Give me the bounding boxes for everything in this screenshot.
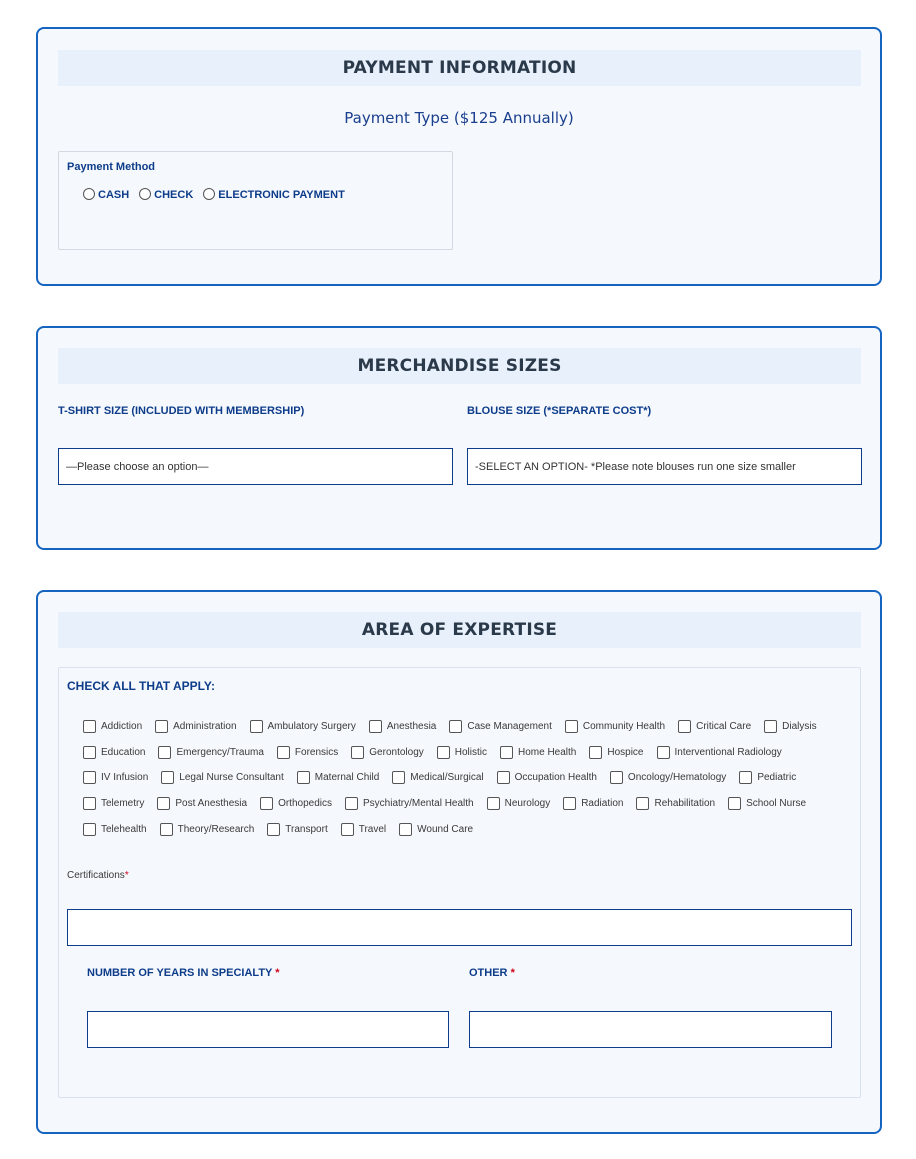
- checkbox-label: Holistic: [454, 747, 487, 758]
- expertise-option[interactable]: [437, 746, 500, 759]
- expertise-option[interactable]: [399, 823, 486, 836]
- expertise-option[interactable]: [563, 797, 636, 810]
- radio-option-electronic-payment[interactable]: [203, 189, 345, 201]
- expertise-option[interactable]: [392, 771, 496, 784]
- checkbox-label: Forensics: [294, 747, 339, 758]
- checkbox[interactable]: [277, 746, 290, 759]
- checkbox-label: Psychiatry/Mental Health: [363, 798, 474, 809]
- checkbox[interactable]: [589, 746, 602, 759]
- blouse-size-label: BLOUSE SIZE (*SEPARATE COST*): [467, 405, 652, 417]
- checkbox[interactable]: [83, 771, 96, 784]
- checkbox-row: [83, 797, 819, 810]
- checkbox-label: Emergency/Trauma: [176, 747, 264, 758]
- checkbox-label: Pediatric: [757, 772, 797, 783]
- years-in-specialty-input[interactable]: [87, 1011, 449, 1048]
- checkbox[interactable]: [399, 823, 412, 836]
- checkbox-label: Post Anesthesia: [175, 798, 248, 809]
- certifications-label: Certifications*: [67, 870, 129, 881]
- radio-button[interactable]: [139, 188, 151, 200]
- expertise-option[interactable]: [160, 823, 268, 836]
- expertise-option[interactable]: [500, 746, 589, 759]
- checkbox-label: Addiction: [101, 721, 143, 732]
- checkbox-label: Medical/Surgical: [410, 772, 484, 783]
- expertise-option[interactable]: [158, 746, 276, 759]
- checkbox-label: IV Infusion: [101, 772, 149, 783]
- checkbox[interactable]: [345, 797, 358, 810]
- tshirt-size-label: T-SHIRT SIZE (INCLUDED WITH MEMBERSHIP): [58, 405, 305, 417]
- other-input[interactable]: [469, 1011, 832, 1048]
- expertise-option[interactable]: [351, 746, 436, 759]
- checkbox-row: [83, 746, 795, 759]
- checkbox[interactable]: [297, 771, 310, 784]
- check-all-label: CHECK ALL THAT APPLY:: [67, 679, 216, 693]
- checkbox-label: Telehealth: [101, 824, 147, 835]
- checkbox[interactable]: [500, 746, 513, 759]
- checkbox[interactable]: [341, 823, 354, 836]
- checkbox[interactable]: [83, 746, 96, 759]
- expertise-option[interactable]: [610, 771, 739, 784]
- checkbox-label: Telemetry: [101, 798, 145, 809]
- checkbox-label: Neurology: [504, 798, 551, 809]
- checkbox-label: Oncology/Hematology: [627, 772, 727, 783]
- checkbox-label: Rehabilitation: [654, 798, 716, 809]
- checkbox[interactable]: [83, 823, 96, 836]
- radio-option-check[interactable]: [139, 189, 193, 201]
- checkbox-label: Administration: [173, 721, 237, 732]
- expertise-option[interactable]: [739, 771, 809, 784]
- required-marker: *: [275, 967, 280, 979]
- checkbox-label: Hospice: [607, 747, 644, 758]
- section-title: AREA OF EXPERTISE: [58, 612, 861, 648]
- expertise-option[interactable]: [369, 720, 449, 733]
- payment-method-fieldset: [58, 151, 453, 250]
- checkbox-label: Home Health: [518, 747, 577, 758]
- checkbox[interactable]: [497, 771, 510, 784]
- checkbox-label: Case Management: [467, 721, 552, 732]
- certifications-input[interactable]: [67, 909, 852, 946]
- checkbox[interactable]: [155, 720, 168, 733]
- payment-information-section: [36, 27, 882, 286]
- expertise-option[interactable]: [345, 797, 487, 810]
- checkbox[interactable]: [449, 720, 462, 733]
- radio-button[interactable]: [203, 188, 215, 200]
- checkbox[interactable]: [160, 823, 173, 836]
- expertise-option[interactable]: [657, 746, 795, 759]
- checkbox[interactable]: [610, 771, 623, 784]
- section-title: PAYMENT INFORMATION: [58, 50, 861, 86]
- expertise-fieldset: [58, 667, 861, 1098]
- checkbox[interactable]: [369, 720, 382, 733]
- expertise-option[interactable]: [267, 823, 340, 836]
- checkbox[interactable]: [83, 720, 96, 733]
- expertise-option[interactable]: [487, 797, 564, 810]
- checkbox-row: [83, 720, 830, 733]
- checkbox[interactable]: [392, 771, 405, 784]
- checkbox[interactable]: [563, 797, 576, 810]
- expertise-option[interactable]: [589, 746, 656, 759]
- radio-button[interactable]: [83, 188, 95, 200]
- checkbox[interactable]: [161, 771, 174, 784]
- expertise-option[interactable]: [83, 823, 160, 836]
- checkbox[interactable]: [157, 797, 170, 810]
- checkbox-label: Dialysis: [782, 721, 817, 732]
- section-title: MERCHANDISE SIZES: [58, 348, 861, 384]
- expertise-option[interactable]: [764, 720, 829, 733]
- checkbox-label: Occupation Health: [514, 772, 597, 783]
- checkbox-row: [83, 823, 486, 836]
- expertise-option[interactable]: [161, 771, 297, 784]
- checkbox-label: Community Health: [582, 721, 666, 732]
- checkbox-label: Gerontology: [369, 747, 424, 758]
- checkbox-label: Transport: [285, 824, 328, 835]
- checkbox[interactable]: [267, 823, 280, 836]
- expertise-option[interactable]: [157, 797, 260, 810]
- expertise-option[interactable]: [277, 746, 351, 759]
- checkbox-label: Maternal Child: [314, 772, 380, 783]
- checkbox[interactable]: [351, 746, 364, 759]
- expertise-option[interactable]: [678, 720, 764, 733]
- years-in-specialty-label: NUMBER OF YEARS IN SPECIALTY *: [87, 967, 280, 979]
- expertise-option[interactable]: [260, 797, 345, 810]
- checkbox-row: [83, 771, 809, 784]
- radio-label: ELECTRONIC PAYMENT: [218, 189, 345, 201]
- checkbox[interactable]: [260, 797, 273, 810]
- checkbox-label: Radiation: [581, 798, 624, 809]
- expertise-option[interactable]: [449, 720, 565, 733]
- checkbox-label: Critical Care: [696, 721, 752, 732]
- expertise-option[interactable]: [636, 797, 728, 810]
- blouse-size-select[interactable]: -SELECT AN OPTION- *Please note blouses run one size smaller: [467, 448, 862, 485]
- expertise-option[interactable]: [83, 746, 158, 759]
- checkbox-label: School Nurse: [746, 798, 807, 809]
- checkbox[interactable]: [728, 797, 741, 810]
- radio-label: CASH: [98, 189, 130, 201]
- checkbox[interactable]: [83, 797, 96, 810]
- checkbox-label: Education: [101, 747, 146, 758]
- required-marker: *: [124, 870, 129, 881]
- radio-label: CHECK: [154, 189, 194, 201]
- checkbox[interactable]: [739, 771, 752, 784]
- checkbox-label: Anesthesia: [386, 721, 437, 732]
- payment-type-subtitle: Payment Type ($125 Annually): [344, 109, 574, 127]
- expertise-option[interactable]: [565, 720, 678, 733]
- checkbox-label: Interventional Radiology: [674, 747, 782, 758]
- area-of-expertise-section: [36, 590, 882, 1134]
- expertise-option[interactable]: [497, 771, 610, 784]
- checkbox[interactable]: [565, 720, 578, 733]
- other-label: OTHER *: [469, 967, 515, 979]
- checkbox[interactable]: [158, 746, 171, 759]
- expertise-option[interactable]: [728, 797, 819, 810]
- expertise-option[interactable]: [155, 720, 249, 733]
- payment-method-options: [83, 189, 355, 201]
- expertise-option[interactable]: [341, 823, 399, 836]
- checkbox[interactable]: [678, 720, 691, 733]
- checkbox[interactable]: [250, 720, 263, 733]
- expertise-option[interactable]: [297, 771, 392, 784]
- expertise-option[interactable]: [250, 720, 369, 733]
- checkbox-label: Wound Care: [417, 824, 474, 835]
- expertise-option[interactable]: [83, 720, 155, 733]
- merchandise-sizes-section: [36, 326, 882, 550]
- checkbox[interactable]: [636, 797, 649, 810]
- required-marker: *: [510, 967, 515, 979]
- checkbox[interactable]: [657, 746, 670, 759]
- checkbox[interactable]: [764, 720, 777, 733]
- radio-option-cash[interactable]: [83, 189, 129, 201]
- checkbox[interactable]: [487, 797, 500, 810]
- checkbox-label: Orthopedics: [278, 798, 332, 809]
- tshirt-size-select[interactable]: —Please choose an option—: [58, 448, 453, 485]
- checkbox-label: Theory/Research: [177, 824, 255, 835]
- checkbox[interactable]: [437, 746, 450, 759]
- checkbox-label: Ambulatory Surgery: [267, 721, 356, 732]
- payment-method-legend: Payment Method: [67, 161, 156, 173]
- checkbox-label: Legal Nurse Consultant: [179, 772, 284, 783]
- checkbox-label: Travel: [358, 824, 387, 835]
- expertise-option[interactable]: [83, 771, 161, 784]
- expertise-option[interactable]: [83, 797, 157, 810]
